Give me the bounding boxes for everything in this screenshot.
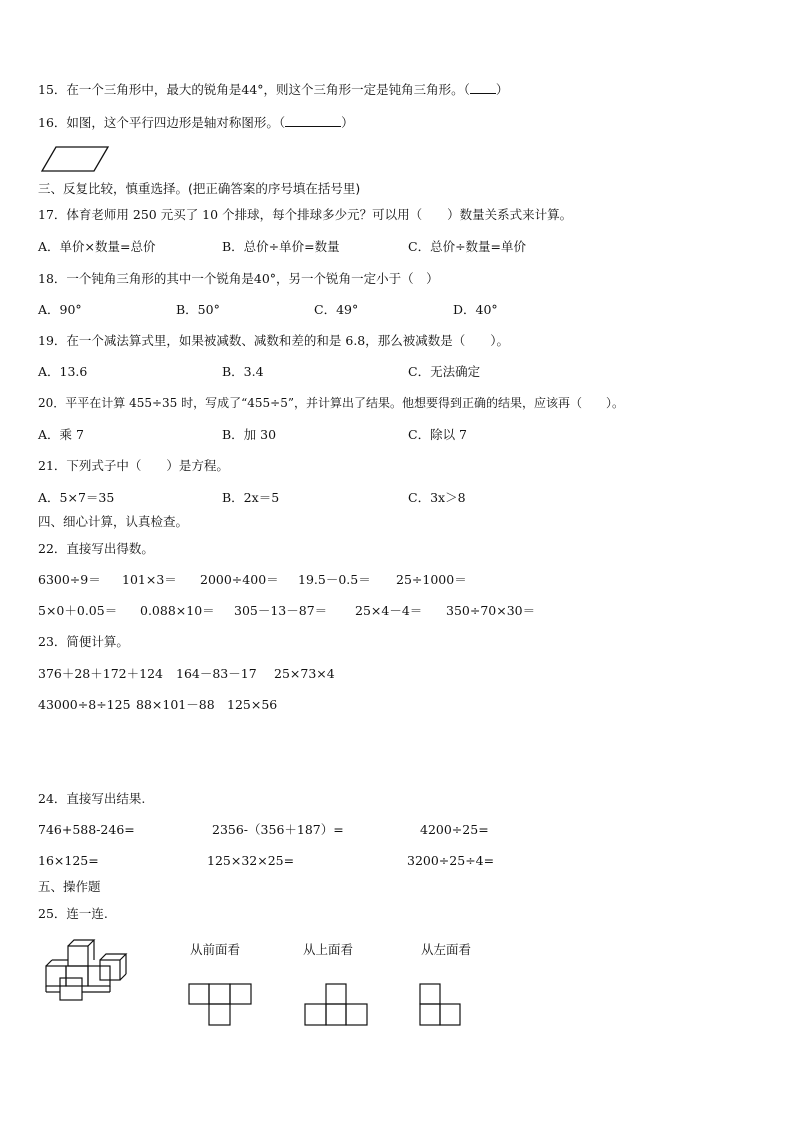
calc-22-4: 19.5－0.5＝ (298, 572, 371, 587)
calc-24-1: 746+588-246= (38, 822, 135, 837)
option-20-a[interactable]: A．乘 7 (38, 427, 84, 442)
cube-solid-figure (40, 938, 130, 1002)
question-20-stem: 20．平平在计算 455÷35 时，写成了“455÷5”，并计算出了结果。他想要得到正确的结果，应该再（ ）。 (38, 396, 624, 410)
calc-22-5: 25÷1000＝ (396, 572, 467, 587)
calc-23-3: 25×73×4 (274, 666, 335, 681)
view-label-top: 从上面看 (303, 942, 354, 957)
calc-22-2: 101×3＝ (122, 572, 177, 587)
calc-24-6: 3200÷25÷4= (407, 853, 495, 868)
option-19-b[interactable]: B．3.4 (222, 364, 264, 379)
option-20-c[interactable]: C．除以 7 (408, 427, 467, 442)
answer-blank-15[interactable] (470, 93, 496, 94)
calc-23-5: 88×101－88 (136, 697, 215, 712)
calc-23-2: 164－83－17 (176, 666, 257, 681)
question-24-stem: 24．直接写出结果. (38, 791, 146, 806)
calc-23-6: 125×56 (227, 697, 278, 712)
calc-23-1: 376＋28＋172＋124 (38, 666, 163, 681)
calc-22-3: 2000÷400＝ (200, 572, 279, 587)
view-label-left: 从左面看 (421, 942, 472, 957)
calc-22-10: 350÷70×30＝ (446, 603, 536, 618)
option-19-c[interactable]: C．无法确定 (408, 364, 481, 379)
option-21-a[interactable]: A．5×7＝35 (38, 490, 115, 505)
top-view-figure[interactable] (304, 982, 370, 1028)
question-15-text: 15．在一个三角形中，最大的锐角是44°，则这个三角形一定是钝角三角形。（ (38, 82, 470, 97)
option-17-b[interactable]: B．总价÷单价=数量 (222, 239, 340, 254)
question-17-stem: 17．体育老师用 250 元买了 10 个排球，每个排球多少元？可以用（ ）数量关系式来计算。 (38, 207, 573, 222)
section-5-heading: 五、操作题 (38, 879, 101, 894)
calc-24-5: 125×32×25= (207, 853, 295, 868)
left-view-figure[interactable] (418, 982, 466, 1028)
option-19-a[interactable]: A．13.6 (38, 364, 88, 379)
option-21-b[interactable]: B．2x＝5 (222, 490, 280, 505)
option-21-c[interactable]: C．3x＞8 (408, 490, 466, 505)
question-19-stem: 19．在一个减法算式里，如果被减数、减数和差的和是 6.8，那么被减数是（ ）。 (38, 333, 510, 348)
option-18-b[interactable]: B．50° (176, 302, 220, 317)
answer-blank-16[interactable] (285, 126, 341, 127)
question-15 (38, 82, 508, 98)
question-22-stem: 22．直接写出得数。 (38, 541, 154, 556)
option-17-c[interactable]: C．总价÷数量=单价 (408, 239, 527, 254)
question-16 (38, 115, 354, 131)
question-18-stem: 18．一个钝角三角形的其中一个锐角是40°，另一个锐角一定小于（ ） (38, 271, 439, 286)
question-16-text: 16．如图，这个平行四边形是轴对称图形。（ (38, 115, 286, 130)
calc-22-1: 6300÷9＝ (38, 572, 101, 587)
section-3-heading: 三、反复比较，慎重选择。(把正确答案的序号填在括号里) (38, 181, 361, 196)
calc-22-6: 5×0＋0.05＝ (38, 603, 118, 618)
question-23-stem: 23．简便计算。 (38, 634, 129, 649)
calc-24-4: 16×125= (38, 853, 99, 868)
front-view-figure[interactable] (188, 982, 254, 1028)
question-16-close: ） (341, 115, 354, 130)
view-label-front: 从前面看 (190, 942, 241, 957)
question-15-close: ） (495, 82, 509, 97)
option-18-d[interactable]: D．40° (453, 302, 498, 317)
option-18-c[interactable]: C．49° (314, 302, 359, 317)
calc-23-4: 43000÷8÷125 (38, 697, 131, 712)
option-18-a[interactable]: A．90° (38, 302, 82, 317)
option-17-a[interactable]: A．单价×数量=总价 (38, 239, 156, 254)
question-21-stem: 21．下列式子中（ ）是方程。 (38, 458, 229, 473)
question-25-stem: 25．连一连. (38, 906, 108, 921)
calc-22-7: 0.088×10＝ (140, 603, 215, 618)
parallelogram-figure (40, 145, 110, 173)
section-4-heading: 四、细心计算，认真检查。 (38, 514, 189, 529)
calc-22-9: 25×4－4＝ (355, 603, 423, 618)
option-20-b[interactable]: B．加 30 (222, 427, 277, 442)
calc-22-8: 305－13－87＝ (234, 603, 328, 618)
calc-24-2: 2356-（356＋187）= (212, 822, 344, 837)
calc-24-3: 4200÷25= (420, 822, 489, 837)
